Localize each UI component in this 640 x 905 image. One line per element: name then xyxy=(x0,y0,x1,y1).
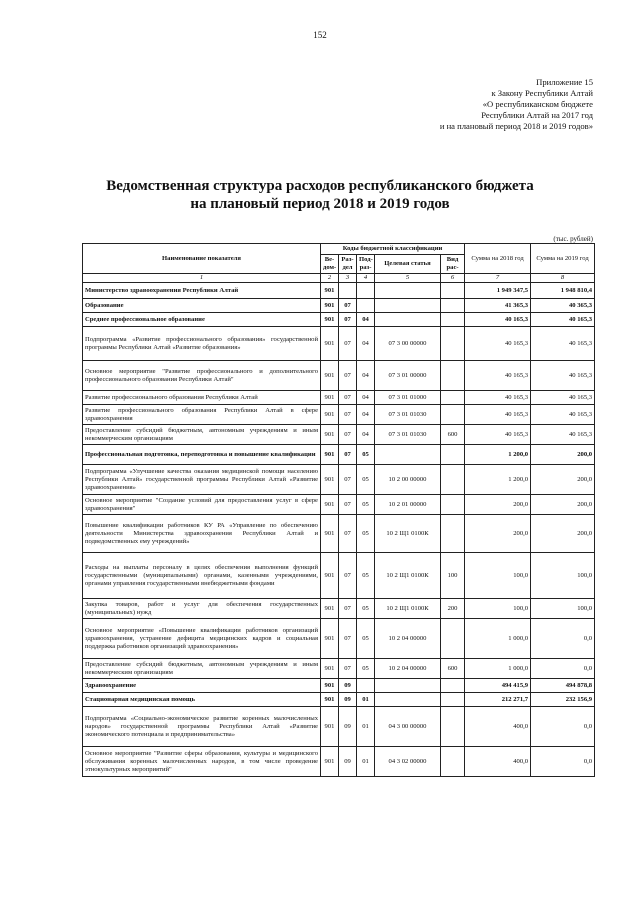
sum-2018: 100,0 xyxy=(465,599,531,619)
code-vid xyxy=(441,299,465,313)
sum-2019: 200,0 xyxy=(531,515,595,553)
code-podrazdel xyxy=(357,679,375,693)
code-vid xyxy=(441,283,465,299)
sum-2019: 40 165,3 xyxy=(531,361,595,391)
code-vid xyxy=(441,495,465,515)
units-label: (тыс. рублей) xyxy=(553,235,593,243)
code-podrazdel: 05 xyxy=(357,515,375,553)
code-vid xyxy=(441,515,465,553)
code-vid xyxy=(441,361,465,391)
sum-2018: 200,0 xyxy=(465,515,531,553)
header-ved: Ве-дом- xyxy=(321,255,339,274)
code-ved: 901 xyxy=(321,747,339,777)
row-name: Здравоохранение xyxy=(83,679,321,693)
sum-2019: 0,0 xyxy=(531,707,595,747)
code-podrazdel: 05 xyxy=(357,553,375,599)
code-target: 10 2 00 00000 xyxy=(375,465,441,495)
sum-2019: 494 878,8 xyxy=(531,679,595,693)
code-vid xyxy=(441,693,465,707)
row-name: Предоставление субсидий бюджетным, автономным учреждениям и иным некоммерческим организациям xyxy=(83,659,321,679)
sum-2018: 40 165,3 xyxy=(465,425,531,445)
code-vid xyxy=(441,391,465,405)
code-ved: 901 xyxy=(321,391,339,405)
code-target xyxy=(375,693,441,707)
code-razdel: 07 xyxy=(339,313,357,327)
code-razdel: 09 xyxy=(339,679,357,693)
table-row xyxy=(83,553,595,599)
table-row xyxy=(83,425,595,445)
table-row xyxy=(83,283,595,299)
row-name: Образование xyxy=(83,299,321,313)
code-razdel: 07 xyxy=(339,465,357,495)
code-razdel: 07 xyxy=(339,619,357,659)
appendix-line: «О республиканском бюджете xyxy=(482,99,593,109)
code-target: 10 2 Щ1 0100К xyxy=(375,599,441,619)
sum-2019: 40 165,3 xyxy=(531,405,595,425)
table-row xyxy=(83,327,595,361)
header-target: Целевая статья xyxy=(375,255,441,274)
sum-2019: 100,0 xyxy=(531,553,595,599)
row-name: Повышение квалификации работников КУ РА «Управление по обеспечению деятельности Министерства здравоохранения Республики Алтай и подведомственных ему учреждений» xyxy=(83,515,321,553)
sum-2019: 40 165,3 xyxy=(531,313,595,327)
code-razdel: 07 xyxy=(339,659,357,679)
code-ved: 901 xyxy=(321,553,339,599)
code-vid: 600 xyxy=(441,659,465,679)
code-vid xyxy=(441,747,465,777)
code-podrazdel: 05 xyxy=(357,465,375,495)
code-vid xyxy=(441,465,465,495)
code-podrazdel: 05 xyxy=(357,659,375,679)
sum-2019: 40 365,3 xyxy=(531,299,595,313)
code-razdel: 07 xyxy=(339,445,357,465)
sum-2019: 40 165,3 xyxy=(531,391,595,405)
sum-2019: 0,0 xyxy=(531,747,595,777)
code-podrazdel: 01 xyxy=(357,693,375,707)
table-body xyxy=(83,283,595,777)
sum-2018: 212 271,7 xyxy=(465,693,531,707)
table-row xyxy=(83,495,595,515)
code-ved: 901 xyxy=(321,283,339,299)
code-razdel: 07 xyxy=(339,361,357,391)
sum-2018: 1 000,0 xyxy=(465,619,531,659)
code-vid xyxy=(441,619,465,659)
code-target: 04 3 02 00000 xyxy=(375,747,441,777)
code-target: 10 2 Щ1 0100К xyxy=(375,515,441,553)
code-ved: 901 xyxy=(321,361,339,391)
column-number: 8 xyxy=(531,274,595,283)
column-number: 3 xyxy=(339,274,357,283)
code-target xyxy=(375,313,441,327)
column-numbers-row xyxy=(83,274,595,283)
row-name: Министерство здравоохранения Республики Алтай xyxy=(83,283,321,299)
row-name: Закупка товаров, работ и услуг для обеспечения государственных (муниципальных) нужд xyxy=(83,599,321,619)
table-row xyxy=(83,391,595,405)
table-row xyxy=(83,361,595,391)
column-number: 7 xyxy=(465,274,531,283)
table-row xyxy=(83,659,595,679)
code-razdel: 07 xyxy=(339,327,357,361)
header-name: Наименование показателя xyxy=(83,244,321,274)
column-number: 5 xyxy=(375,274,441,283)
header-sum-2019: Сумма на 2019 год xyxy=(531,244,595,274)
code-ved: 901 xyxy=(321,445,339,465)
header-codes-group: Коды бюджетной классификации xyxy=(321,244,465,255)
code-vid xyxy=(441,679,465,693)
row-name: Основное мероприятие "Развитие сферы образования, культуры и медицинского обслуживания коренных малочисленных народов, в том числе проведение этнокультурных мероприятий" xyxy=(83,747,321,777)
sum-2019: 40 165,3 xyxy=(531,425,595,445)
appendix-line: к Закону Республики Алтай xyxy=(491,88,593,98)
code-target: 07 3 01 01030 xyxy=(375,405,441,425)
appendix-line: Приложение 15 xyxy=(536,77,593,87)
code-podrazdel: 01 xyxy=(357,747,375,777)
sum-2019: 0,0 xyxy=(531,619,595,659)
code-podrazdel: 05 xyxy=(357,445,375,465)
sum-2018: 494 415,9 xyxy=(465,679,531,693)
code-razdel: 07 xyxy=(339,515,357,553)
code-target: 10 2 04 00000 xyxy=(375,659,441,679)
code-target xyxy=(375,679,441,693)
header-podrazdel: Под-раз- xyxy=(357,255,375,274)
code-podrazdel xyxy=(357,299,375,313)
sum-2019: 200,0 xyxy=(531,495,595,515)
code-ved: 901 xyxy=(321,693,339,707)
code-vid: 200 xyxy=(441,599,465,619)
code-target: 10 2 01 00000 xyxy=(375,495,441,515)
sum-2018: 40 165,3 xyxy=(465,313,531,327)
sum-2018: 40 165,3 xyxy=(465,327,531,361)
code-razdel: 07 xyxy=(339,425,357,445)
code-podrazdel: 05 xyxy=(357,619,375,659)
table-row xyxy=(83,679,595,693)
code-target xyxy=(375,299,441,313)
code-ved: 901 xyxy=(321,495,339,515)
column-number: 2 xyxy=(321,274,339,283)
sum-2019: 200,0 xyxy=(531,445,595,465)
code-razdel: 09 xyxy=(339,747,357,777)
code-podrazdel xyxy=(357,283,375,299)
sum-2019: 40 165,3 xyxy=(531,327,595,361)
sum-2019: 1 948 810,4 xyxy=(531,283,595,299)
title-line: Ведомственная структура расходов республиканского бюджета xyxy=(106,178,534,194)
row-name: Подпрограмма «Улучшение качества оказания медицинской помощи населению Республики Алтай» государственной программы Республики Алтай «Развитие здравоохранения» xyxy=(83,465,321,495)
appendix-note xyxy=(440,77,593,132)
row-name: Среднее профессиональное образование xyxy=(83,313,321,327)
sum-2018: 40 165,3 xyxy=(465,405,531,425)
code-podrazdel: 05 xyxy=(357,599,375,619)
sum-2019: 200,0 xyxy=(531,465,595,495)
code-razdel: 09 xyxy=(339,707,357,747)
sum-2019: 0,0 xyxy=(531,659,595,679)
sum-2019: 100,0 xyxy=(531,599,595,619)
row-name: Основное мероприятие "Развитие профессионального и дополнительного профессионального образования Республики Алтай" xyxy=(83,361,321,391)
column-number: 4 xyxy=(357,274,375,283)
row-name: Расходы на выплаты персоналу в целях обеспечения выполнения функций государственными (муниципальными) органами, казенными учреждениями, органами управления государственными внебюджетными фондами xyxy=(83,553,321,599)
code-target: 07 3 01 01000 xyxy=(375,391,441,405)
code-vid xyxy=(441,327,465,361)
code-podrazdel: 05 xyxy=(357,495,375,515)
header-razdel: Раз-дел xyxy=(339,255,357,274)
sum-2018: 200,0 xyxy=(465,495,531,515)
document-title xyxy=(0,177,640,213)
code-target: 04 3 00 00000 xyxy=(375,707,441,747)
sum-2018: 1 000,0 xyxy=(465,659,531,679)
sum-2018: 41 365,3 xyxy=(465,299,531,313)
title-line: на плановый период 2018 и 2019 годов xyxy=(190,196,450,212)
code-razdel: 07 xyxy=(339,495,357,515)
code-ved: 901 xyxy=(321,707,339,747)
header-sum-2018: Сумма на 2018 год xyxy=(465,244,531,274)
code-razdel: 07 xyxy=(339,391,357,405)
sum-2018: 400,0 xyxy=(465,707,531,747)
header-vid: Вид рас- xyxy=(441,255,465,274)
code-ved: 901 xyxy=(321,599,339,619)
code-razdel xyxy=(339,283,357,299)
column-number: 1 xyxy=(83,274,321,283)
table-row xyxy=(83,405,595,425)
row-name: Основное мероприятие «Повышение квалификации работников организаций здравоохранения, устранение дефицита медицинских кадров и социальная поддержка работников организаций здравоохранения» xyxy=(83,619,321,659)
code-podrazdel: 01 xyxy=(357,707,375,747)
column-number: 6 xyxy=(441,274,465,283)
code-ved: 901 xyxy=(321,679,339,693)
sum-2018: 1 949 347,5 xyxy=(465,283,531,299)
code-razdel: 07 xyxy=(339,599,357,619)
sum-2018: 40 165,3 xyxy=(465,391,531,405)
table-row xyxy=(83,707,595,747)
row-name: Подпрограмма «Социально-экономическое развитие коренных малочисленных народов» государственной программы Республики Алтай «Развитие экономического потенциала и предпринимательства» xyxy=(83,707,321,747)
code-razdel: 07 xyxy=(339,405,357,425)
code-podrazdel: 04 xyxy=(357,391,375,405)
sum-2018: 1 200,0 xyxy=(465,445,531,465)
code-ved: 901 xyxy=(321,515,339,553)
code-ved: 901 xyxy=(321,619,339,659)
code-ved: 901 xyxy=(321,313,339,327)
code-vid: 100 xyxy=(441,553,465,599)
table-row xyxy=(83,299,595,313)
appendix-line: Республики Алтай на 2017 год xyxy=(481,110,593,120)
code-razdel: 07 xyxy=(339,299,357,313)
code-vid xyxy=(441,313,465,327)
code-podrazdel: 04 xyxy=(357,405,375,425)
code-target xyxy=(375,283,441,299)
page-number: 152 xyxy=(313,30,327,40)
sum-2018: 400,0 xyxy=(465,747,531,777)
row-name: Стационарная медицинская помощь xyxy=(83,693,321,707)
code-target: 10 2 04 00000 xyxy=(375,619,441,659)
code-vid xyxy=(441,445,465,465)
code-razdel: 07 xyxy=(339,553,357,599)
table-row xyxy=(83,515,595,553)
code-target: 07 3 01 00000 xyxy=(375,361,441,391)
code-vid: 600 xyxy=(441,425,465,445)
table-header-row xyxy=(83,244,595,255)
row-name: Профессиональная подготовка, переподготовка и повышение квалификации xyxy=(83,445,321,465)
sum-2018: 1 200,0 xyxy=(465,465,531,495)
table-row xyxy=(83,599,595,619)
row-name: Развитие профессионального образования Республики Алтай в сфере здравоохранения xyxy=(83,405,321,425)
sum-2019: 232 156,9 xyxy=(531,693,595,707)
code-vid xyxy=(441,405,465,425)
code-podrazdel: 04 xyxy=(357,425,375,445)
row-name: Основное мероприятие "Создание условий для предоставления услуг в сфере здравоохранения" xyxy=(83,495,321,515)
code-target: 10 2 Щ1 0100К xyxy=(375,553,441,599)
appendix-line: и на плановый период 2018 и 2019 годов» xyxy=(439,121,593,131)
sum-2018: 40 165,3 xyxy=(465,361,531,391)
table-row xyxy=(83,445,595,465)
code-ved: 901 xyxy=(321,659,339,679)
code-razdel: 09 xyxy=(339,693,357,707)
table-row xyxy=(83,313,595,327)
row-name: Подпрограмма «Развитие профессионального образования» государственной программы Республики Алтай «Развитие образования» xyxy=(83,327,321,361)
row-name: Предоставление субсидий бюджетным, автономным учреждениям и иным некоммерческим организациям xyxy=(83,425,321,445)
code-ved: 901 xyxy=(321,405,339,425)
code-ved: 901 xyxy=(321,299,339,313)
code-target: 07 3 01 01030 xyxy=(375,425,441,445)
code-ved: 901 xyxy=(321,327,339,361)
table-row xyxy=(83,747,595,777)
code-ved: 901 xyxy=(321,465,339,495)
code-podrazdel: 04 xyxy=(357,313,375,327)
code-target xyxy=(375,445,441,465)
row-name: Развитие профессионального образования Республики Алтай xyxy=(83,391,321,405)
table-row xyxy=(83,693,595,707)
table-row xyxy=(83,465,595,495)
code-podrazdel: 04 xyxy=(357,361,375,391)
code-vid xyxy=(441,707,465,747)
budget-table xyxy=(82,243,595,777)
code-ved: 901 xyxy=(321,425,339,445)
sum-2018: 100,0 xyxy=(465,553,531,599)
table-row xyxy=(83,619,595,659)
code-podrazdel: 04 xyxy=(357,327,375,361)
code-target: 07 3 00 00000 xyxy=(375,327,441,361)
